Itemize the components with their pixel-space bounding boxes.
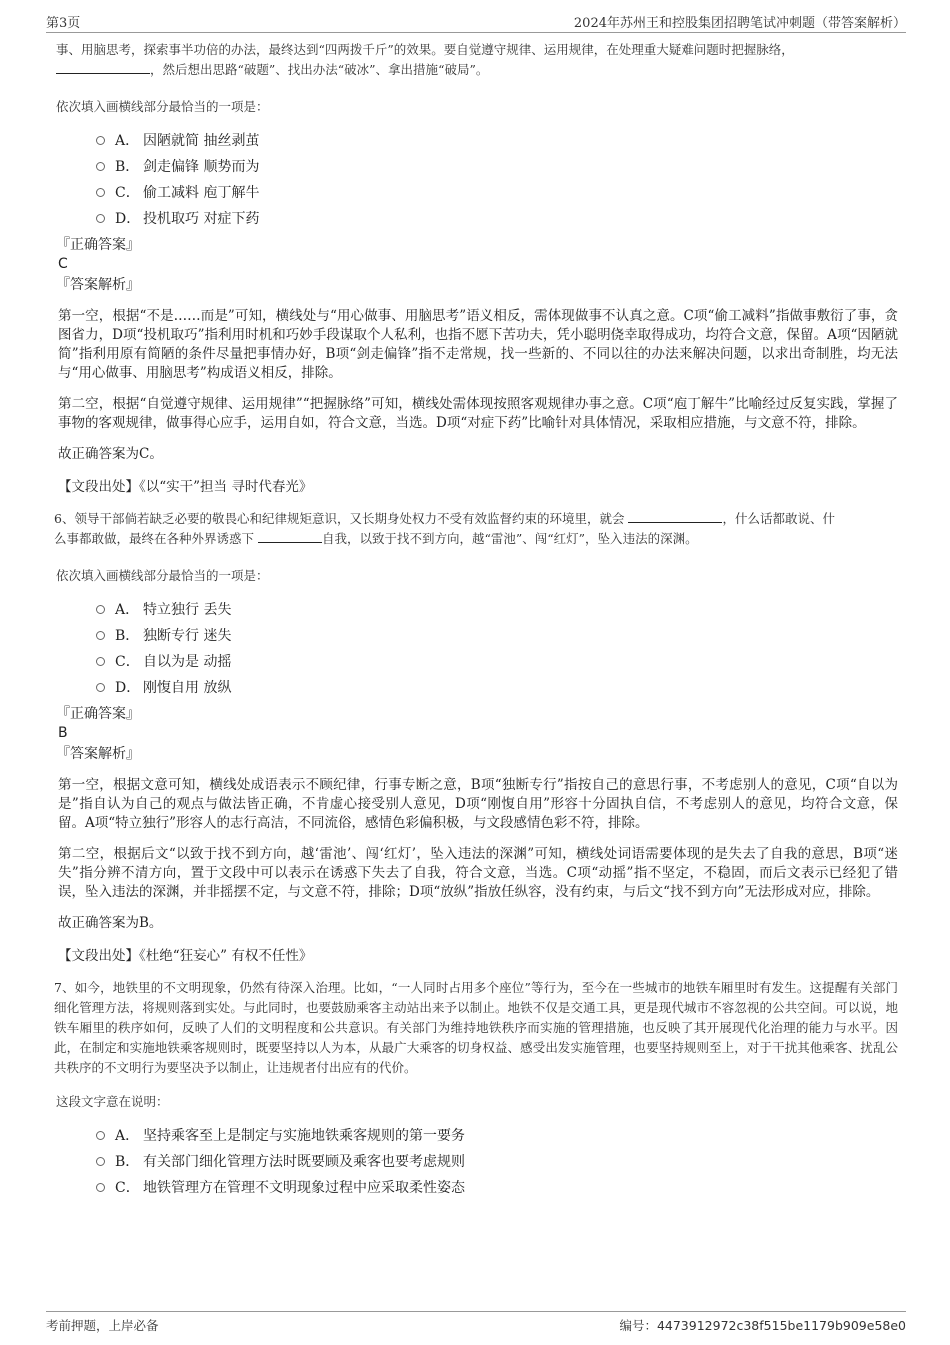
q6-option-d[interactable]: D． 刚愎自用 放纵 [96,674,898,700]
q5-analysis-p2: 第二空，根据“自觉遵守规律、运用规律”“把握脉络”可知，横线处需体现按照客观规律办事之意。C项“庖丁解牛”比喻经过反复实践，掌握了事物的客观规律，做事得心应手，运用自如，符合文意，当选。D项“对症下药”比喻针对具体情况，采取相应措施，与文意不符，排除。 [58,396,898,431]
footer-slogan: 考前押题，上岸必备 [46,1318,159,1333]
radio-icon[interactable] [96,631,105,640]
q6-options [96,596,898,700]
document-body [56,40,898,1200]
q6-analysis-p2: 第二空，根据后文“以致于找不到方向，越‘雷池’、闯‘红灯’，坠入违法的深渊”可知，横线处词语需要体现的是失去了自我的意思，B项“迷失”指分辨不清方向，置于文段中可以表示在诱惑下失去了自我，符合文意，当选。C项“动摇”指不坚定，不稳固，而后文表示已经犯了错误，坠入违法的深渊，并非摇摆不定，与文意不符，排除；D项“放纵”指放任纵容，没有约束，与后文“找不到方向”无法形成对应，排除。 [58,846,898,900]
q5-stem-tail: 事、用脑思考，探索事半功倍的办法，最终达到“四两拨千斤”的效果。要自觉遵守规律、运用规律，在处理重大疑难问题时把握脉络， ，然后想出思路“破题”、找出办法“破冰”、拿出措施“破局”。 [56,42,794,77]
q7-option-b[interactable]: B． 有关部门细化管理方法时既要顾及乘客也要考虑规则 [96,1148,898,1174]
q6-analysis-label: 『答案解析』 [56,746,140,762]
radio-icon[interactable] [96,605,105,614]
q7-stem: 7、如今，地铁里的不文明现象，仍然有待深入治理。比如，“一人同时占用多个座位”等行为，至今在一些城市的地铁车厢里时有发生。这提醒有关部门细化管理方法，将规则落到实处。与此同时，也要鼓励乘客主动站出来予以制止。地铁不仅是交通工具，更是现代城市不容忽视的公共空间。可以说，地铁车厢里的秩序如何，反映了人们的文明程度和公共意识。有关部门为维持地铁秩序而实施的管理措施，也反映了其开展现代化治理的能力与水平。因此，在制定和实施地铁乘客规则时，既要坚持以人为本，从最广大乘客的切身权益、感受出发实施管理，也要坚持规则至上，对于干扰其他乘客、扰乱公共秩序的不文明行为要坚决予以制止，让违规者付出应有的代价。 [54,980,898,1075]
document-title: 2024年苏州王和控股集团招聘笔试冲刺题（带答案解析） [573,16,906,31]
radio-icon[interactable] [96,1183,105,1192]
radio-icon[interactable] [96,1131,105,1140]
radio-icon[interactable] [96,188,105,197]
q5-options [96,127,898,231]
radio-icon[interactable] [96,136,105,145]
q6-answer-label: 『正确答案』 [56,706,140,722]
q5-analysis-p1: 第一空，根据“不是……而是”可知，横线处与“用心做事、用脑思考”语义相反，需体现做事不认真之意。C项“偷工减料”指做事敷衍了事，贪图省力，D项“投机取巧”指利用时机和巧妙手段谋取个人私利，也指不愿下苦功夫，凭小聪明侥幸取得成功，均符合文意，保留。A项“因陋就简”指利用原有简陋的条件尽量把事情办好，B项“剑走偏锋”指不走常规，找一些新的、不同以往的办法来解决问题，以求出奇制胜，均无法与“用心做事、用脑思考”构成语义相反，排除。 [58,308,898,381]
q6-stem: 6、领导干部倘若缺乏必要的敬畏心和纪律规矩意识，又长期身处权力不受有效监督约束的环境里，就会 ，什么话都敢说、什 么事都敢做，最终在各种外界诱惑下 自我，以致于找不到方向，越“雷池”、闯“红灯”，坠入违法的深渊。 [54,511,835,546]
q6-analysis-conclusion: 故正确答案为B。 [58,915,163,931]
q7-option-a[interactable]: A． 坚持乘客至上是制定与实施地铁乘客规则的第一要务 [96,1122,898,1148]
q5-answer: C [58,256,68,272]
page-header [46,10,906,33]
q6-option-c[interactable]: C． 自以为是 动摇 [96,648,898,674]
q7-prompt: 这段文字意在说明： [56,1094,169,1109]
fill-blank [258,530,322,543]
fill-blank [628,510,722,523]
page-footer [46,1311,906,1332]
radio-icon[interactable] [96,162,105,171]
q5-analysis-conclusion: 故正确答案为C。 [58,446,163,462]
q7-options [96,1122,898,1200]
q5-option-b[interactable]: B． 剑走偏锋 顺势而为 [96,153,898,179]
document-code: 编号：4473912972c38f515be1179b909e58e0 [619,1318,906,1333]
q6-option-a[interactable]: A． 特立独行 丢失 [96,596,898,622]
radio-icon[interactable] [96,214,105,223]
q5-option-a[interactable]: A． 因陋就简 抽丝剥茧 [96,127,898,153]
radio-icon[interactable] [96,1157,105,1166]
q5-answer-label: 『正确答案』 [56,237,140,253]
fill-blank [56,61,150,74]
q6-answer: B [58,725,68,741]
q5-source: 【文段出处】《以“实干”担当 寻时代春光》 [58,479,313,495]
q6-source: 【文段出处】《杜绝“狂妄心” 有权不任性》 [58,948,313,964]
q6-prompt: 依次填入画横线部分最恰当的一项是： [56,568,269,583]
q6-option-b[interactable]: B． 独断专行 迷失 [96,622,898,648]
page-number: 第3页 [46,16,81,31]
radio-icon[interactable] [96,657,105,666]
q7-option-c[interactable]: C． 地铁管理方在管理不文明现象过程中应采取柔性姿态 [96,1174,898,1200]
q5-analysis-label: 『答案解析』 [56,277,140,293]
q5-option-c[interactable]: C． 偷工减料 庖丁解牛 [96,179,898,205]
radio-icon[interactable] [96,683,105,692]
q6-analysis-p1: 第一空，根据文意可知，横线处成语表示不顾纪律，行事专断之意，B项“独断专行”指按自己的意思行事，不考虑别人的意见，C项“自以为是”指自认为自己的观点与做法皆正确，不肯虚心接受别人意见，D项“刚愎自用”形容十分固执自信，不考虑别人的意见，均符合文意，保留。A项“特立独行”形容人的志行高洁，不同流俗，感情色彩偏积极，与文段感情色彩不符，排除。 [58,777,898,831]
q5-prompt: 依次填入画横线部分最恰当的一项是： [56,99,269,114]
q5-option-d[interactable]: D． 投机取巧 对症下药 [96,205,898,231]
